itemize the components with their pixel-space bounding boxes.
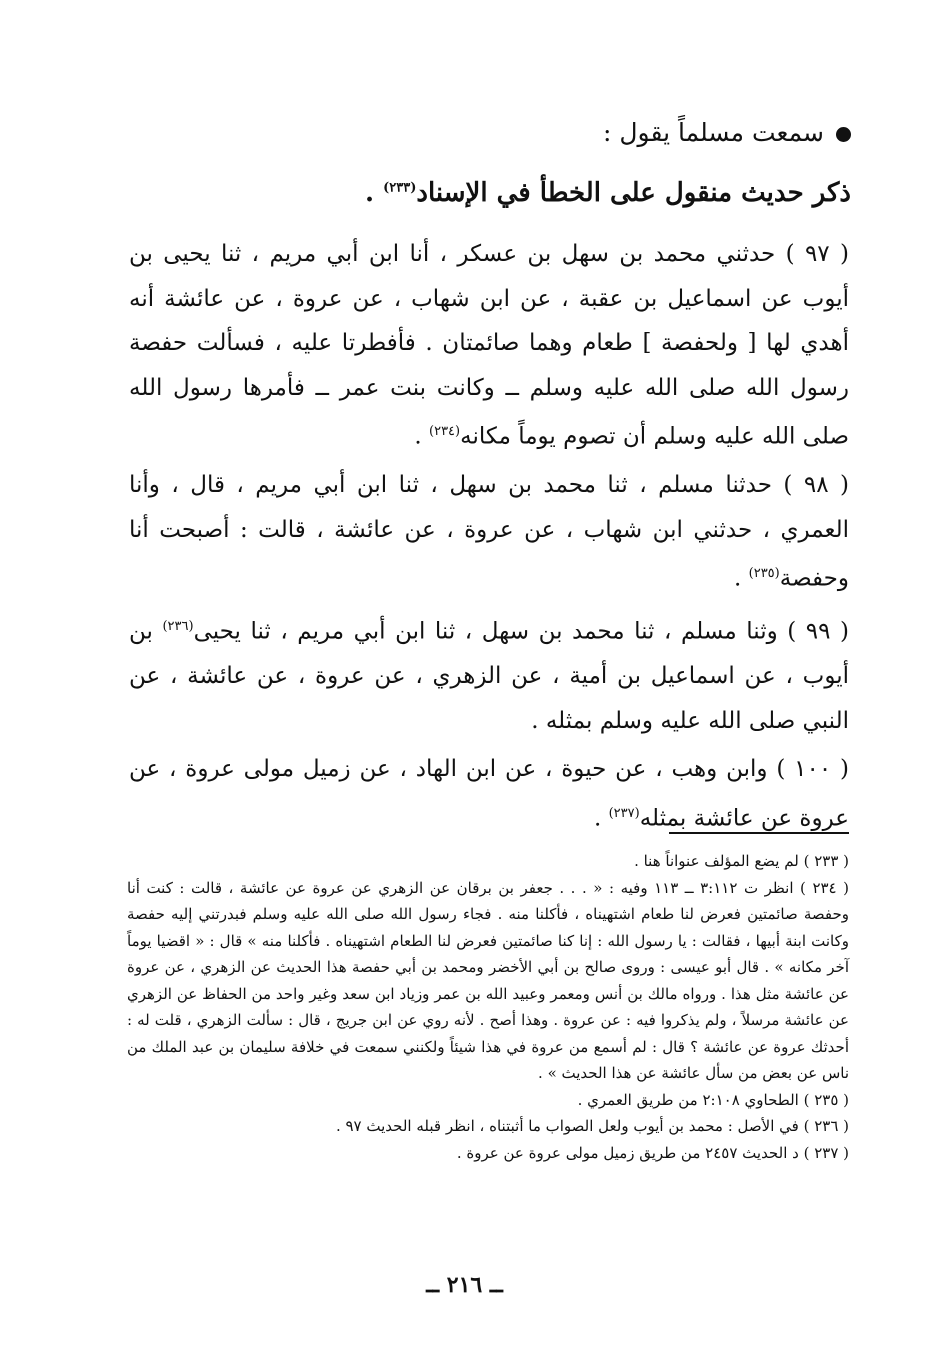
- hadith-tail: بن أيوب ، عن اسماعيل بن أمية ، عن الزهري ، عن عروة ، عن عائشة ، عن النبي صلى الله عليه وسلم بمثله .: [129, 618, 849, 734]
- hadith-100: [129, 747, 849, 841]
- footnote-237: ( ٢٣٧ ) د الحديث ٢٤٥٧ من طريق زميل مولى عروة عن عروة .: [456, 1143, 849, 1162]
- footnote-ref: (٢٣٦): [162, 619, 194, 635]
- footnotes: [127, 848, 849, 1166]
- hadith-body: [129, 232, 849, 845]
- page-number: ــ ٢١٦ ــ: [426, 1272, 503, 1298]
- footnote-ref: (٢٣٧): [608, 805, 640, 821]
- hadith-text: ( ٩٩ ) وثنا مسلم ، ثنا محمد بن سهل ، ثنا ابن أبي مريم ، ثنا يحيى: [193, 618, 849, 645]
- intro-line: [131, 118, 851, 147]
- hadith-98: [129, 463, 849, 601]
- footnote-ref: (٢٣٥): [748, 566, 780, 582]
- section-heading: [91, 178, 851, 208]
- footnote-ref: (٢٣٣): [383, 180, 417, 196]
- footnote-235: ( ٢٣٥ ) الطحاوي ٢:١٠٨ من طريق العمري .: [577, 1090, 849, 1109]
- footnote-233: ( ٢٣٣ ) لم يضع المؤلف عنواناً هنا .: [634, 852, 849, 870]
- intro-text: سمعت مسلماً يقول :: [603, 118, 824, 147]
- footnote-236: ( ٢٣٦ ) في الأصل : محمد بن أيوب ولعل الصواب ما أثبتناه ، انظر قبله الحديث ٩٧ .: [335, 1117, 849, 1135]
- hadith-text: ( ٩٧ ) حدثني محمد بن سهل بن عسكر ، أنا ابن أبي مريم ، ثنا يحيى بن أيوب عن اسماعيل بن عقبة ، عن ابن شهاب ، عن عروة ، عن عائشة أنه أهدي لها [ ولحفصة ] طعام وهما صائمتان . فأفطرتا عليه ، فسألت حفصة رسول الله صلى الله عليه وسلم ــ وكانت بنت عمر ــ فأمرها رسول الله صلى الله عليه وسلم أن تصوم يوماً مكانه: [129, 241, 849, 450]
- hadith-99: [129, 605, 849, 743]
- bullet-icon: [836, 127, 851, 142]
- hadith-tail: .: [593, 805, 609, 832]
- hadith-tail: .: [734, 565, 749, 592]
- hadith-text: ( ١٠٠ ) وابن وهب ، عن حيوة ، عن ابن الهاد ، عن زميل مولى عروة ، عن عروة عن عائشة بمثله: [129, 756, 849, 832]
- hadith-97: [129, 232, 849, 459]
- heading-text: ذكر حديث منقول على الخطأ في الإسناد: [416, 178, 851, 208]
- footnote-separator: [669, 832, 849, 834]
- hadith-text: ( ٩٨ ) حدثنا مسلم ، ثنا محمد بن سهل ، ثنا ابن أبي مريم ، قال ، وأنا العمري ، حدثني ابن شهاب ، عن عروة ، عن عائشة ، قالت : أصبحت أنا وحفصة: [129, 472, 849, 592]
- footnote-234: ( ٢٣٤ ) انظر ت ٣:١١٢ ــ ١١٣ وفيه : « . . . جعفر بن برقان عن الزهري عن عروة عن عائشة ، قالت : كنت أنا وحفصة صائمتين فعرض لنا طعام اشتهيناه ، فأكلنا منه . فجاء رسول الله صلى الله عليه وسلم فبدرتني إليه حفصة وكانت ابنة أبيها ، فقالت : يا رسول الله : إنا كنا صائمتين فعرض لنا الطعام اشتهيناه . فأكلنا منه » قال : « اقضيا يوماً آخر مكانه » . قال أبو عيسى : وروى صالح بن أبي الأخضر ومحمد بن أبي حفصة هذا الحديث عن الزهري ، عن عروة عن عائشة مثل هذا . ورواه مالك بن أنس ومعمر وعبيد الله بن عمر وزياد ابن سعد وغير واحد من الحفاظ عن الزهري عن عائشة مرسلاً ، ولم يذكروا فيه : عن عروة . وهذا أصح . لأنه روي عن ابن جريج ، قال : سألت الزهري ، قلت له : أحدثك عروة عن عائشة ؟ قال : لم أسمع من عروة في هذا شيئاً ولكنني سمعت في خلافة سليمان بن عبد الملك من ناس عن بعض من سأل عائشة عن هذا الحديث » .: [127, 878, 849, 1082]
- footnote-ref: (٢٣٤): [429, 424, 461, 439]
- hadith-tail: .: [414, 423, 430, 450]
- heading-tail: .: [365, 178, 384, 208]
